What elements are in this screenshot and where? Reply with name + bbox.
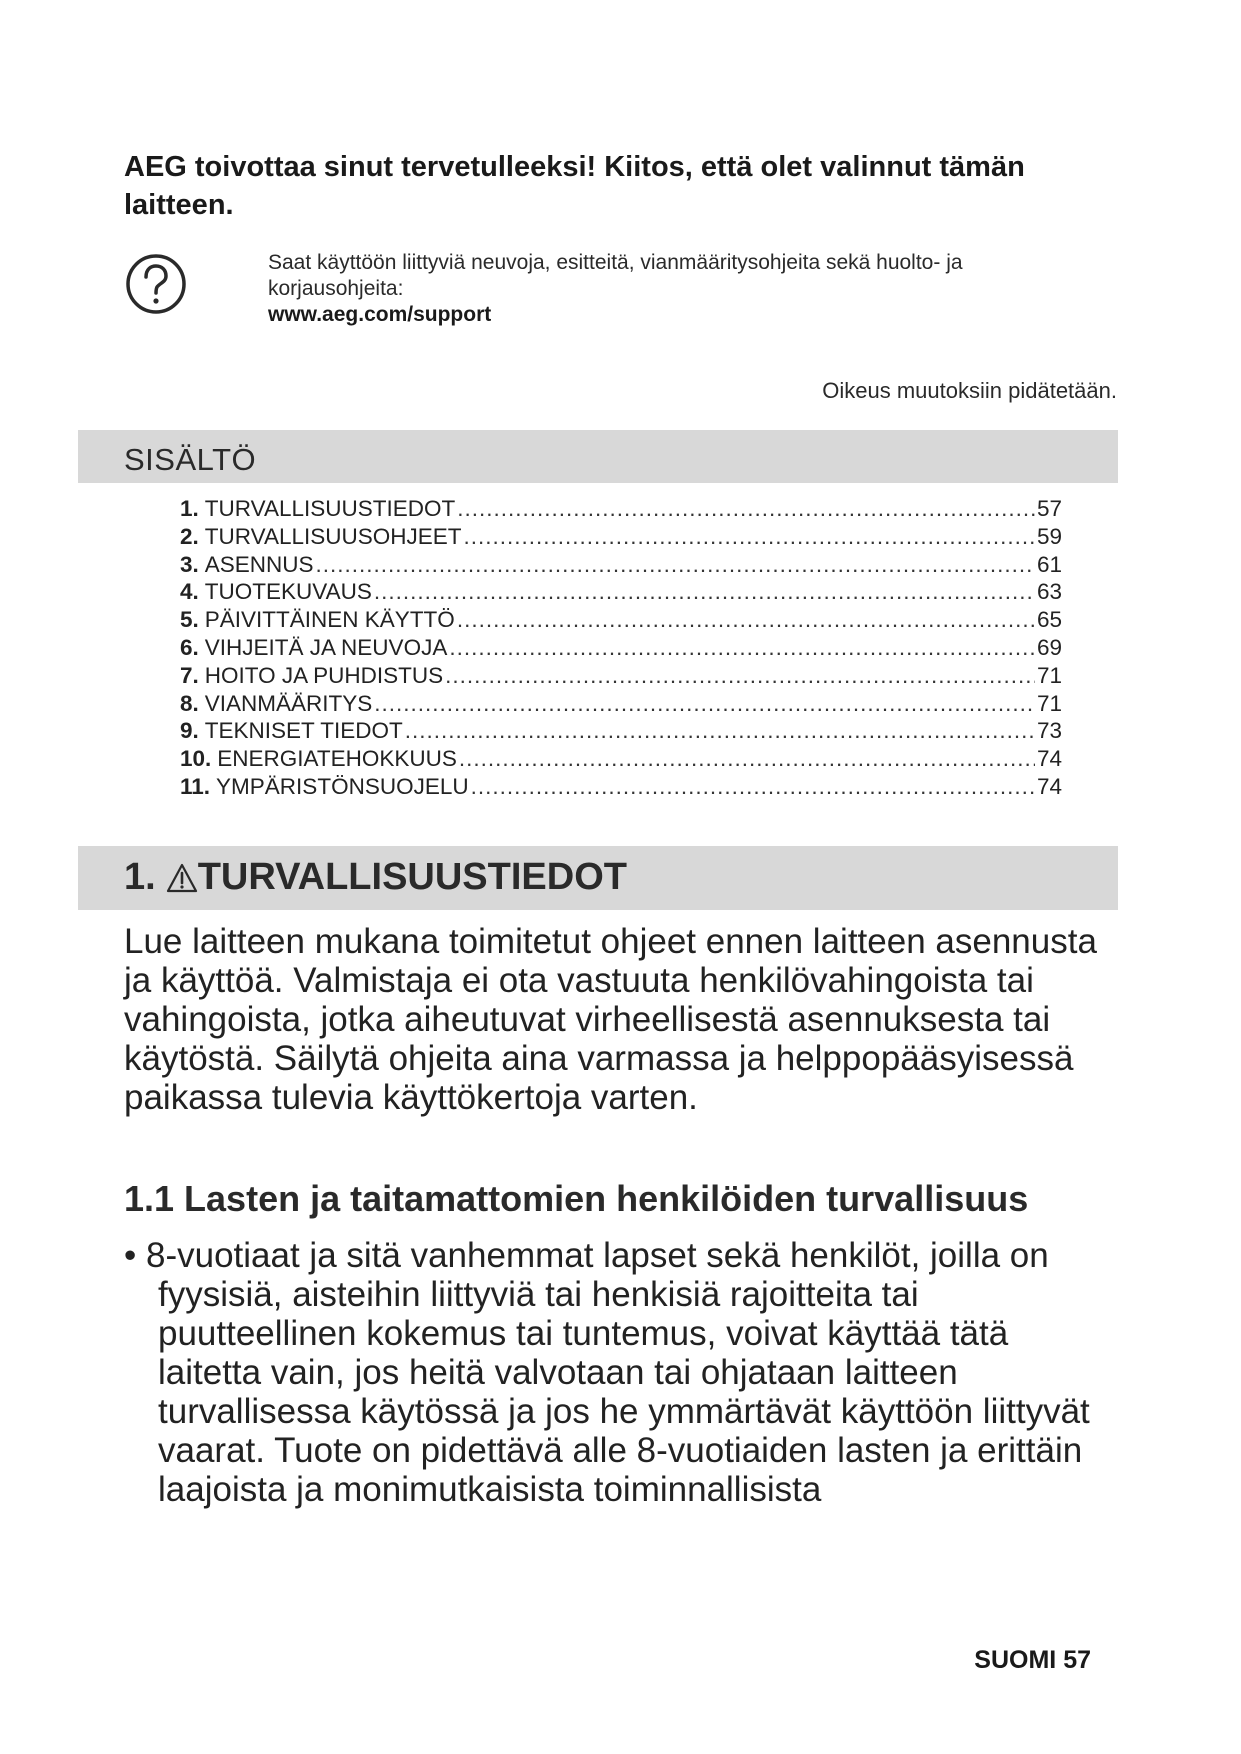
toc-item-page: 57 [1036, 496, 1062, 521]
support-link[interactable]: www.aeg.com/support [268, 303, 492, 326]
page-footer [974, 1646, 1091, 1675]
toc-item-number: 2. [180, 523, 199, 549]
warning-triangle-icon [166, 863, 198, 893]
toc-item-page: 74 [1036, 773, 1062, 799]
toc-item-label: ENERGIATEHOKKUUS [217, 746, 457, 772]
toc-leader-dots [464, 524, 1035, 550]
toc-item-label: TUOTEKUVAUS [204, 579, 372, 605]
toc-leader-dots [449, 635, 1035, 661]
toc-title: SISÄLTÖ [124, 442, 257, 477]
toc-item-number: 1. [180, 496, 199, 521]
footer-page-number: 57 [1063, 1646, 1091, 1674]
toc-leader-dots [457, 607, 1035, 633]
toc-item-number: 8. [180, 690, 199, 716]
toc-leader-dots [316, 552, 1035, 578]
toc-item-number: 7. [180, 662, 199, 688]
bullet-paragraph [124, 1236, 1120, 1509]
section-title [124, 856, 627, 899]
toc-item[interactable] [180, 718, 1062, 746]
toc-item-page: 74 [1036, 746, 1062, 772]
toc-item-page: 59 [1036, 523, 1062, 549]
toc-item-number: 4. [180, 579, 199, 605]
toc-leader-dots [374, 579, 1035, 605]
toc-item-label: YMPÄRISTÖNSUOJELU [216, 773, 469, 799]
section-number: 1. [124, 856, 156, 898]
toc-item[interactable] [180, 663, 1062, 691]
toc-item-page: 73 [1036, 718, 1062, 744]
toc-item-number: 11. [180, 773, 211, 799]
toc-leader-dots [457, 496, 1035, 522]
subsection-title: 1.1 Lasten ja taitamattomien henkilöiden turvallisuus [124, 1178, 1029, 1219]
toc-item-page: 63 [1036, 579, 1062, 605]
toc-leader-dots [445, 663, 1035, 689]
bullet-symbol: • [124, 1236, 137, 1275]
toc-item-label: VIHJEITÄ JA NEUVOJA [204, 634, 448, 660]
toc-item-number: 3. [180, 551, 199, 577]
toc-item-number: 9. [180, 718, 199, 744]
footer-language: SUOMI [974, 1646, 1057, 1674]
toc-item-label: VIANMÄÄRITYS [204, 690, 373, 716]
section-title-text: TURVALLISUUSTIEDOT [197, 856, 627, 898]
toc-item[interactable] [180, 746, 1062, 774]
toc-item[interactable] [180, 607, 1062, 635]
toc-leader-dots [374, 691, 1035, 717]
toc-item[interactable] [180, 496, 1062, 524]
toc-item[interactable] [180, 774, 1062, 802]
toc-item-page: 71 [1036, 690, 1062, 716]
toc-item-label: TURVALLISUUSOHJEET [204, 523, 462, 549]
table-of-contents [180, 496, 1062, 802]
toc-leader-dots [405, 718, 1035, 744]
toc-item-page: 65 [1036, 607, 1062, 633]
toc-item-label: TURVALLISUUSTIEDOT [204, 496, 456, 521]
toc-item-page: 69 [1036, 634, 1062, 660]
toc-item-number: 10. [180, 746, 212, 772]
toc-item-label: TEKNISET TIEDOT [204, 718, 403, 744]
toc-leader-dots [471, 774, 1035, 800]
question-circle-icon [124, 252, 188, 316]
toc-item-page: 61 [1036, 551, 1062, 577]
toc-item-page: 71 [1036, 662, 1062, 688]
toc-item-label: PÄIVITTÄINEN KÄYTTÖ [204, 607, 455, 633]
welcome-heading: AEG toivottaa sinut tervetulleeksi! Kiitos, että olet valinnut tämän laitteen. [124, 151, 1025, 221]
toc-item[interactable] [180, 524, 1062, 552]
bullet-text: 8-vuotiaat ja sitä vanhemmat lapset sekä henkilöt, joilla on fyysisiä, aisteihin liittyviä tai henkisiä rajoitteita tai puutteellinen kokemus tai tuntemus, voivat käyttää tätä laitetta vain, jos heitä valvotaan tai ohjataan laitteen turvallisessa käytössä ja jos he ymmärtävät käyttöön liittyvät vaarat. Tuote on pidettävä alle 8-vuotiaiden lasten ja erittäin laajoista ja monimutkaisista toiminnallisista [146, 1236, 1090, 1509]
support-info-text: Saat käyttöön liittyviä neuvoja, esitteitä, vianmääritysohjeita sekä huolto- ja korjausohjeita: [268, 251, 963, 300]
toc-leader-dots [459, 746, 1035, 772]
toc-item-label: ASENNUS [204, 551, 314, 577]
rights-reserved-note: Oikeus muutoksiin pidätetään. [822, 378, 1117, 403]
toc-item[interactable] [180, 552, 1062, 580]
toc-item-label: HOITO JA PUHDISTUS [204, 662, 444, 688]
toc-item-number: 5. [180, 607, 199, 633]
toc-item-number: 6. [180, 634, 199, 660]
toc-item[interactable] [180, 579, 1062, 607]
section-intro-paragraph: Lue laitteen mukana toimitetut ohjeet ennen laitteen asennusta ja käyttöä. Valmistaja ei ota vastuuta henkilövahingoista tai vahingoista, jotka aiheutuvat virheellisestä asennuksesta tai käytöstä. Säilytä ohjeita aina varmassa ja helppopääsyisessä paikassa tulevia käyttökertoja varten. [124, 922, 1097, 1117]
toc-item[interactable] [180, 635, 1062, 663]
toc-item[interactable] [180, 691, 1062, 719]
